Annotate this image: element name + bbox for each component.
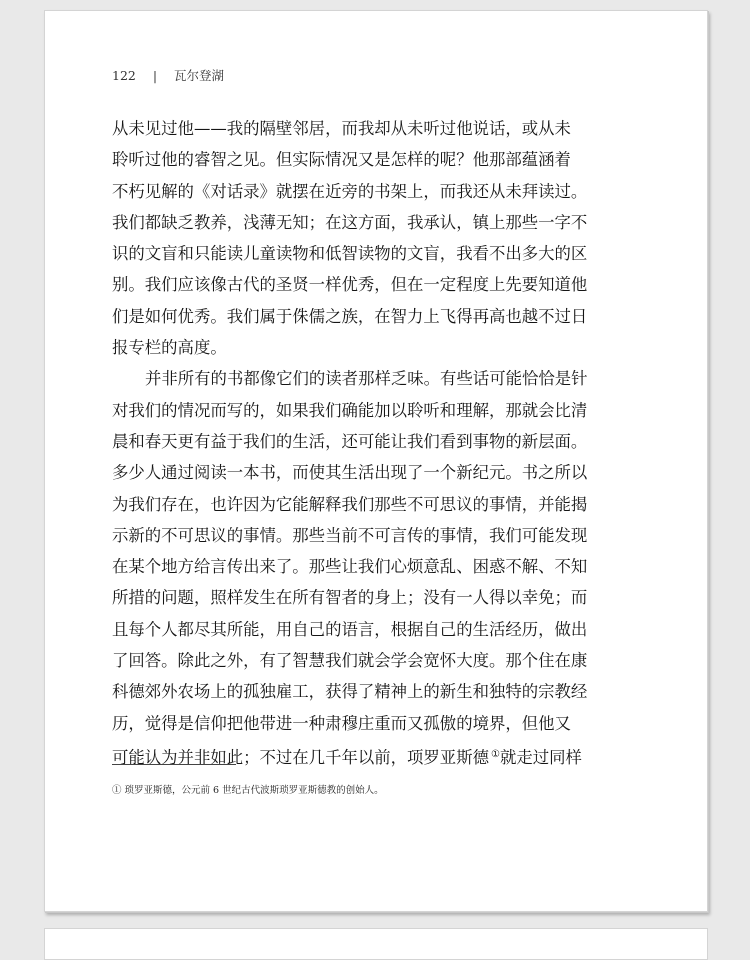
footnote-reference[interactable]: ①: [490, 748, 500, 760]
book-title: 瓦尔登湖: [174, 68, 225, 83]
text-line: 们是如何优秀。我们属于侏儒之族，在智力上飞得再高也越不过日: [112, 306, 588, 326]
text-line: 所措的问题，照样发生在所有智者的身上；没有一人得以幸免；而: [112, 588, 588, 608]
running-head-separator: |: [152, 68, 158, 83]
text-line: 别。我们应该像古代的圣贤一样优秀，但在一定程度上先要知道他: [112, 275, 588, 295]
footnote-text: ① 琐罗亚斯德，公元前 6 世纪古代波斯琐罗亚斯德教的创始人。: [112, 785, 384, 796]
text-line: 多少人通过阅读一本书，而使其生活出现了一个新纪元。书之所以: [112, 463, 588, 483]
text-line: 不朽见解的《对话录》就摆在近旁的书架上，而我还从未拜读过。: [112, 181, 588, 201]
text-line: 为我们存在，也许因为它能解释我们那些不可思议的事情，并能揭: [112, 494, 588, 514]
paragraph-start-line: 并非所有的书都像它们的读者那样乏味。有些话可能恰恰是针: [145, 369, 588, 389]
text-line: 示新的不可思议的事情。那些当前不可言传的事情，我们可能发现: [112, 525, 588, 545]
footnote-divider: [112, 764, 236, 765]
text-line: 我们都缺乏教养，浅薄无知；在这方面，我承认，镇上那些一字不: [112, 212, 588, 232]
text-line-with-footnote: [112, 739, 582, 770]
text-line: 科德郊外农场上的孤独雇工，获得了精神上的新生和独特的宗教经: [112, 682, 588, 702]
text-after-footnote-mark: 就走过同样: [499, 747, 582, 767]
paragraph-end-line: 报专栏的高度。: [112, 338, 227, 358]
text-line: 了回答。除此之外，有了智慧我们就会学会宽怀大度。那个住在康: [112, 651, 588, 671]
text-line: 识的文盲和只能读儿童读物和低智读物的文盲，我看不出多大的区: [112, 244, 588, 264]
text-line: 历，觉得是信仰把他带进一种肃穆庄重而又孤傲的境界，但他又: [112, 713, 571, 733]
text-line: 在某个地方给言传出来了。那些让我们心烦意乱、困惑不解、不知: [112, 557, 588, 577]
running-head: [112, 66, 224, 84]
text-line: 晨和春天更有益于我们的生活，还可能让我们看到事物的新层面。: [112, 431, 588, 451]
next-page-edge: [44, 928, 708, 960]
text-line: 聆听过他的睿智之见。但实际情况又是怎样的呢？他那部蕴涵着: [112, 150, 571, 170]
text-before-footnote-mark: 可能认为并非如此；不过在几千年以前，项罗亚斯德: [112, 747, 489, 767]
page-number: 122: [112, 68, 136, 83]
text-line: 从未见过他——我的隔壁邻居，而我却从未听过他说话，或从未: [112, 119, 571, 138]
text-line: 且每个人都尽其所能，用自己的语言，根据自己的生活经历，做出: [112, 619, 588, 639]
text-line: 对我们的情况而写的，如果我们确能加以聆听和理解，那就会比清: [112, 400, 588, 420]
body-text: [112, 113, 588, 770]
